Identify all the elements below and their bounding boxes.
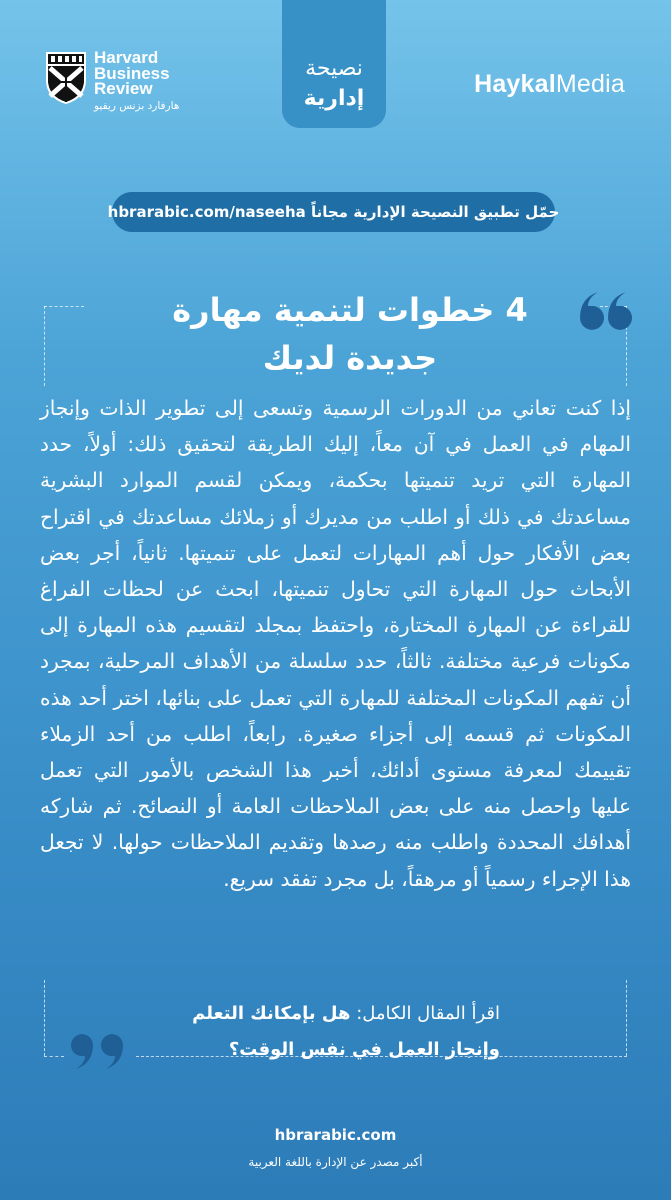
close-quote-icon bbox=[68, 1030, 130, 1070]
article-title bbox=[130, 286, 570, 382]
haykal-media-logo[interactable] bbox=[474, 70, 625, 99]
footer-tagline: أكبر مصدر عن الإدارة باللغة العربية bbox=[248, 1155, 423, 1169]
frame-divider bbox=[626, 980, 627, 1056]
advice-tab bbox=[282, 0, 386, 128]
hbr-line-review: Review bbox=[94, 79, 153, 98]
header bbox=[0, 0, 671, 140]
open-quote-icon bbox=[574, 290, 634, 336]
hbr-logo[interactable] bbox=[44, 50, 204, 124]
tab-label-line2: إدارية bbox=[303, 86, 365, 111]
tab-label-line1: نصيحة bbox=[305, 56, 363, 81]
haykal-logo-part1: Haykal bbox=[474, 70, 556, 98]
frame-divider bbox=[44, 1056, 64, 1057]
read-more-title-line2[interactable]: وإنجاز العمل في نفس الوقت؟ bbox=[228, 1039, 500, 1060]
hbr-line-harvard: Harvard bbox=[94, 48, 159, 67]
hbr-line-business: Business bbox=[94, 63, 170, 83]
hbr-wordmark bbox=[94, 50, 170, 97]
article-title-line2: جديدة لديك bbox=[262, 339, 438, 377]
haykal-logo-part2: Media bbox=[555, 70, 625, 98]
read-more-link[interactable] bbox=[140, 998, 500, 1070]
article-body: إذا كنت تعاني من الدورات الرسمية وتسعى إلى تطوير الذات وإنجاز المهام في العمل في آن معاً، إليك الطريقة لتحقيق ذلك: أولاً، حدد المهارة التي تريد تنميتها بحكمة، ويمكن لقسم الموارد البشرية مساعدتك في ذلك أو اطلب من مديرك أو زملائك مساعدتك في اقتراح بعض الأفكار حول أهم المهارات لتعمل على تنميتها. ثانياً، أجر بعض الأبحاث حول المهارة التي تحاول تنميتها، ابحث عن لحظات الفراغ للقراءة عن المهارة المختارة، واحتفظ بمجلد لتقسيم هذه المهارة إلى مكونات فرعية مختلفة. ثالثاً، حدد سلسلة من الأهداف المرحلية، بمجرد أن تفهم المكونات المختلفة للمهارة التي تعمل على بنائها، اختر أحد هذه المكونات ثم قسمه إلى أجزاء صغيرة. رابعاً، اطلب من أحد الزملاء تقييمك لمعرفة مستوى أدائك، أخبر هذا الشخص بالأمور التي تعمل عليها واحصل منه على بعض الملاحظات العامة أو النصائح. ثم شاركه أهدافك المحددة واطلب منه رصدها وتقديم الملاحظات حولها. لا تجعل هذا الإجراء رسمياً أو مرهقاً، بل مجرد تفقد سريع. bbox=[40, 396, 631, 891]
article-title-line1: 4 خطوات لتنمية مهارة bbox=[172, 291, 528, 329]
download-app-link[interactable]: حمّل تطبيق النصيحة الإدارية مجاناً hbrarabic.com/naseeha bbox=[112, 192, 555, 232]
frame-divider bbox=[44, 980, 45, 1056]
frame-divider bbox=[44, 306, 84, 307]
hbr-arabic-name: هارفارد بزنس ريفيو bbox=[94, 100, 180, 112]
frame-divider bbox=[44, 306, 45, 386]
footer-website-link[interactable]: hbrarabic.com bbox=[274, 1126, 397, 1144]
read-more-title-line1[interactable]: هل بإمكانك التعلم bbox=[192, 1003, 351, 1024]
hbr-shield-icon bbox=[44, 50, 88, 106]
read-more-label: اقرأ المقال الكامل: bbox=[350, 1003, 500, 1024]
